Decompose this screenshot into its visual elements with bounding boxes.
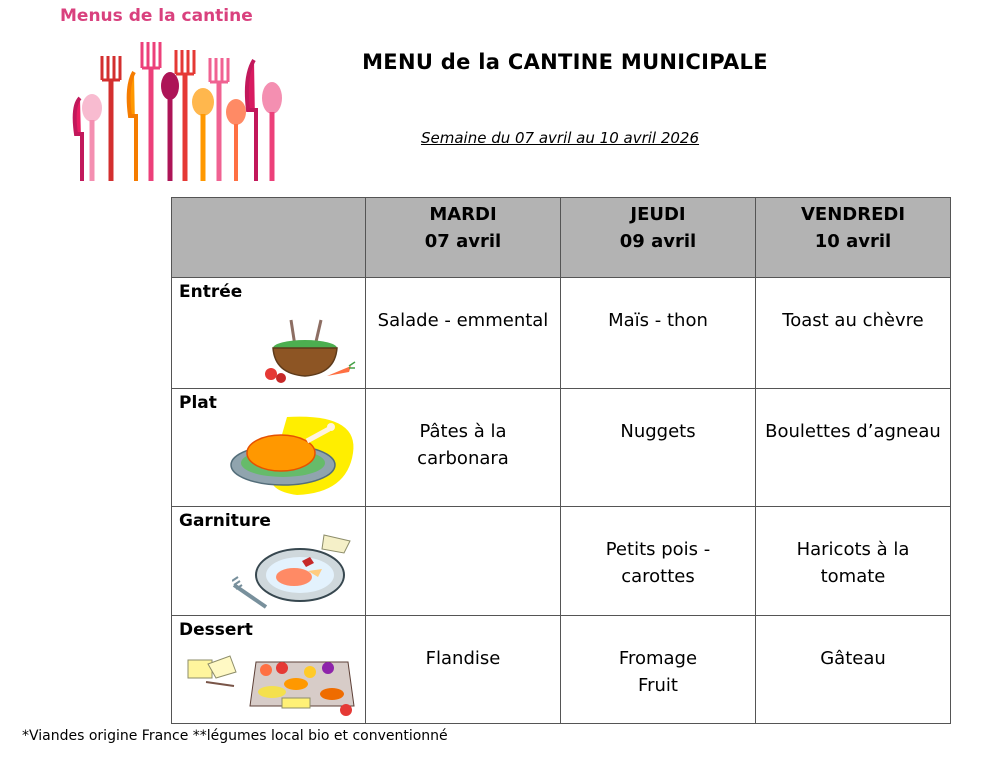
- cheese-fruit-icon: [186, 648, 362, 720]
- menu-table: [171, 197, 951, 724]
- dish-line: Petits pois -: [605, 539, 711, 560]
- dish-cell: [756, 389, 951, 507]
- dish-line: Pâtes à la: [419, 421, 507, 442]
- dish-line: Haricots à la: [796, 539, 910, 560]
- week-subtitle: Semaine du 07 avril au 10 avril 2026: [420, 129, 700, 147]
- dish-cell: [561, 507, 756, 616]
- dish-line: Nuggets: [620, 421, 696, 442]
- dish-cell: [756, 507, 951, 616]
- row-label-cell: [172, 389, 366, 507]
- dish-line: Fromage: [618, 648, 698, 669]
- footnote: *Viandes origine France **légumes local bio et conventionné: [22, 728, 448, 744]
- table-row: [172, 616, 951, 724]
- dish-line: Toast au chèvre: [782, 310, 924, 331]
- dish-line: Fruit: [638, 675, 678, 696]
- logo-title: Menus de la cantine: [60, 6, 253, 26]
- row-label-cell: [172, 507, 366, 616]
- salad-bowl-icon: [257, 316, 357, 386]
- roast-chicken-icon: [227, 413, 359, 497]
- dish-cell: [756, 616, 951, 724]
- dish-line: Maïs - thon: [608, 310, 708, 331]
- row-label: Plat: [179, 393, 217, 413]
- dish-cell: [756, 278, 951, 389]
- table-row: [172, 389, 951, 507]
- dish-cell: [366, 278, 561, 389]
- cantine-logo: [58, 6, 308, 186]
- dish-cell: [561, 616, 756, 724]
- row-label-cell: [172, 278, 366, 389]
- dish-cell: [561, 278, 756, 389]
- table-row: [172, 507, 951, 616]
- table-row: [172, 278, 951, 389]
- dish-cell: [561, 389, 756, 507]
- dish-line: tomate: [820, 566, 886, 587]
- plate-fork-icon: [232, 531, 356, 613]
- dish-line: carottes: [621, 566, 695, 587]
- dish-line: Gâteau: [820, 648, 886, 669]
- cutlery-icon: [58, 36, 298, 186]
- dish-cell: [366, 507, 561, 616]
- row-label: Entrée: [179, 282, 243, 302]
- dish-line: Boulettes d’agneau: [765, 421, 941, 442]
- dish-cell: [366, 389, 561, 507]
- row-label: Dessert: [179, 620, 253, 640]
- page-title: MENU de la CANTINE MUNICIPALE: [362, 50, 768, 74]
- row-label-cell: [172, 616, 366, 724]
- day-header: MARDI 07 avril: [366, 198, 561, 278]
- table-header-row: [172, 198, 951, 278]
- dish-cell: [366, 616, 561, 724]
- dish-line: carbonara: [417, 448, 509, 469]
- dish-line: Flandise: [425, 648, 501, 669]
- day-header: VENDREDI 10 avril: [756, 198, 951, 278]
- corner-cell: [172, 198, 366, 278]
- row-label: Garniture: [179, 511, 271, 531]
- day-header: JEUDI 09 avril: [561, 198, 756, 278]
- dish-line: Salade - emmental: [377, 310, 549, 331]
